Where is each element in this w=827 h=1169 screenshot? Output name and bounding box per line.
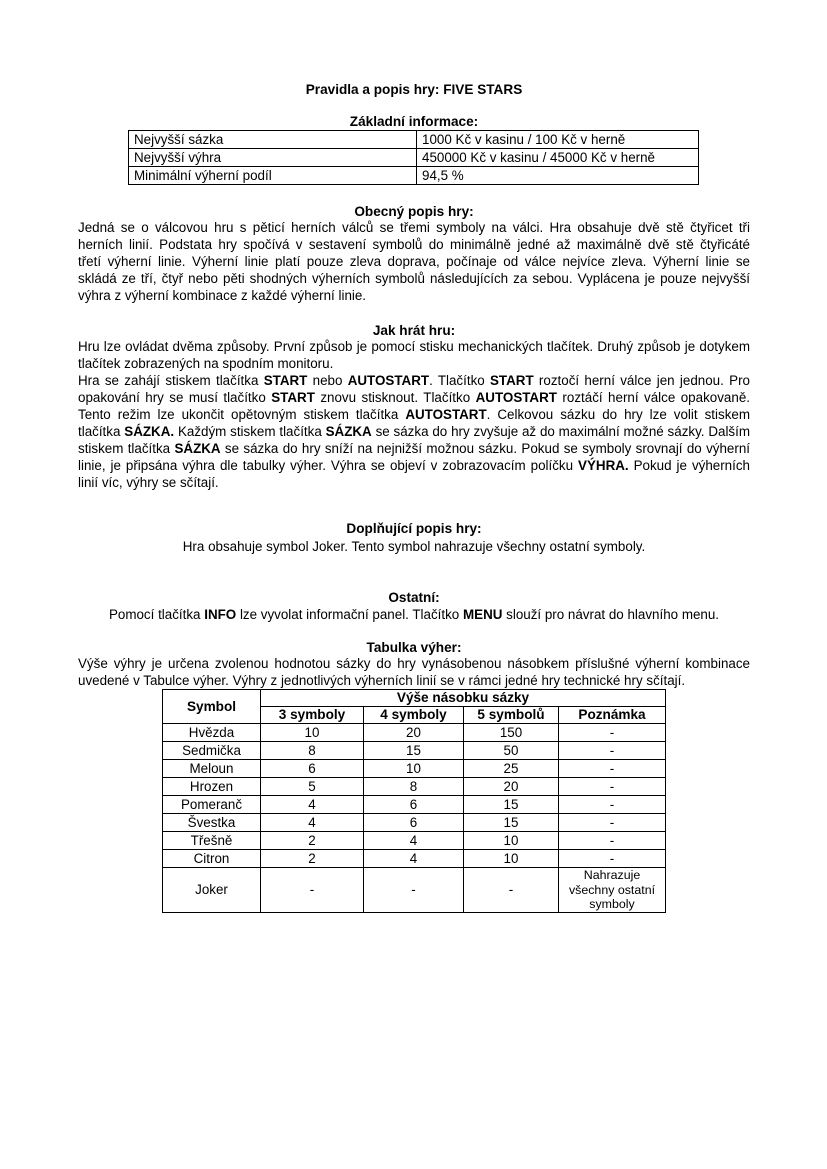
cell: 15 bbox=[464, 796, 559, 814]
cell: - bbox=[559, 742, 666, 760]
text-run: Každým stiskem tlačítka bbox=[174, 424, 326, 439]
sazka-button-label: SÁZKA bbox=[325, 424, 372, 439]
table-row bbox=[129, 149, 699, 167]
cell: 5 bbox=[261, 778, 364, 796]
symbol-name: Hrozen bbox=[163, 778, 261, 796]
start-button-label: START bbox=[490, 373, 534, 388]
cell: - bbox=[464, 868, 559, 913]
how-to-play-heading: Jak hrát hru: bbox=[372, 323, 456, 338]
text-run: slouží pro návrat do hlavního menu. bbox=[502, 607, 720, 622]
table-row bbox=[163, 760, 666, 778]
column-header-symbol: Symbol bbox=[163, 690, 261, 724]
cell: 4 bbox=[261, 796, 364, 814]
info-button-label: INFO bbox=[204, 607, 237, 622]
joker-note bbox=[559, 868, 666, 913]
cell: 2 bbox=[261, 832, 364, 850]
text-run: tlačítka bbox=[78, 424, 125, 439]
cell: 15 bbox=[464, 814, 559, 832]
paytable-intro bbox=[78, 655, 750, 689]
text-line bbox=[78, 440, 750, 457]
text-line bbox=[78, 372, 750, 389]
text-run: roztáčí herní válce opakovaně. bbox=[556, 390, 750, 405]
cell: - bbox=[559, 760, 666, 778]
column-header: 3 symboly bbox=[261, 707, 364, 724]
vyhra-field-label: VÝHRA. bbox=[578, 458, 629, 473]
table-row bbox=[163, 742, 666, 760]
sazka-button-label: SÁZKA. bbox=[124, 424, 175, 439]
text-line: skládá ze tří, čtyř nebo pěti shodných výherních symbolů následujících za sebou. Vyplácena je pouze nejvyšší bbox=[78, 271, 750, 286]
how-to-play-text bbox=[78, 338, 750, 491]
supplementary-text: Hra obsahuje symbol Joker. Tento symbol nahrazuje všechny ostatní symboly. bbox=[182, 539, 646, 554]
cell: - bbox=[261, 868, 364, 913]
supplementary-heading: Doplňující popis hry: bbox=[346, 521, 482, 536]
general-description-text bbox=[78, 219, 750, 304]
start-button-label: START bbox=[271, 390, 315, 405]
table-row bbox=[163, 724, 666, 742]
cell: 8 bbox=[261, 742, 364, 760]
info-value: 1000 Kč v kasinu / 100 Kč v herně bbox=[417, 131, 699, 149]
cell: 150 bbox=[464, 724, 559, 742]
cell: 15 bbox=[364, 742, 464, 760]
text-line: Hru lze ovládat dvěma způsoby. První způsob je pomocí stisku mechanických tlačítek. Druhý způsob je dotykem bbox=[78, 339, 750, 354]
cell: 4 bbox=[261, 814, 364, 832]
cell: 6 bbox=[261, 760, 364, 778]
info-label: Minimální výherní podíl bbox=[129, 167, 417, 185]
text-run: se sázka do hry zvyšuje až do maximální možné sázky. Dalším bbox=[371, 424, 750, 439]
text-line bbox=[78, 423, 750, 440]
cell: 10 bbox=[261, 724, 364, 742]
note-line: Nahrazuje bbox=[583, 868, 641, 883]
cell: 50 bbox=[464, 742, 559, 760]
text-run: se sázka do hry sníží na nejnižší možnou sázku. Pokud se symboly srovnají do výherní bbox=[220, 441, 750, 456]
cell: - bbox=[559, 724, 666, 742]
autostart-button-label: AUTOSTART bbox=[405, 407, 487, 422]
autostart-button-label: AUTOSTART bbox=[475, 390, 557, 405]
cell: 8 bbox=[364, 778, 464, 796]
other-heading: Ostatní: bbox=[388, 590, 440, 605]
text-run: stiskem tlačítka bbox=[78, 441, 175, 456]
text-line: Jedná se o válcovou hru s pěticí herních válců se třemi symboly na válci. Hra obsahuje dvě stě čtyřicet tři bbox=[78, 220, 750, 235]
text-line bbox=[78, 457, 750, 474]
cell: - bbox=[559, 832, 666, 850]
cell: 4 bbox=[364, 832, 464, 850]
symbol-name: Třešně bbox=[163, 832, 261, 850]
cell: 20 bbox=[464, 778, 559, 796]
start-button-label: START bbox=[263, 373, 308, 388]
text-run: opakování hry se musí tlačítko bbox=[78, 390, 272, 405]
paytable-heading: Tabulka výher: bbox=[366, 640, 462, 655]
text-line: tlačítek zobrazených na spodním monitoru. bbox=[78, 356, 334, 371]
note-line: symboly bbox=[589, 897, 635, 912]
info-label: Nejvyšší výhra bbox=[129, 149, 417, 167]
cell: 10 bbox=[464, 832, 559, 850]
cell: 25 bbox=[464, 760, 559, 778]
table-row bbox=[163, 796, 666, 814]
text-line bbox=[78, 389, 750, 406]
general-description-heading: Obecný popis hry: bbox=[354, 204, 474, 219]
symbol-name: Pomeranč bbox=[163, 796, 261, 814]
text-run: Tento režim lze ukončit opětovným stiskem tlačítka bbox=[78, 407, 406, 422]
text-run: Hra se zahájí stiskem tlačítka bbox=[78, 373, 264, 388]
table-row bbox=[163, 814, 666, 832]
document-title: Pravidla a popis hry: FIVE STARS bbox=[305, 82, 523, 97]
cell: - bbox=[364, 868, 464, 913]
column-header: 5 symbolů bbox=[464, 707, 559, 724]
cell: - bbox=[559, 850, 666, 868]
text-line: linií víc, výhry se sčítají. bbox=[78, 475, 219, 490]
cell: 6 bbox=[364, 814, 464, 832]
text-run: roztočí herní válce jen jednou. Pro bbox=[533, 373, 750, 388]
text-run: Pokud je výherních bbox=[628, 458, 750, 473]
basic-info-table bbox=[128, 130, 699, 185]
text-line: herních linií. Podstata hry spočívá v sestavení symbolů do minimálně jedné až maximálně dvě stě čtyřicáté bbox=[78, 237, 750, 252]
autostart-button-label: AUTOSTART bbox=[347, 373, 430, 388]
cell: 4 bbox=[364, 850, 464, 868]
menu-button-label: MENU bbox=[462, 607, 503, 622]
info-value: 450000 Kč v kasinu / 45000 Kč v herně bbox=[417, 149, 699, 167]
cell: 2 bbox=[261, 850, 364, 868]
sazka-button-label: SÁZKA bbox=[174, 441, 221, 456]
text-run: linie, je připsána výhra dle tabulky výher. Výhra se objeví v zobrazovacím políčku bbox=[78, 458, 579, 473]
info-value: 94,5 % bbox=[417, 167, 699, 185]
cell: - bbox=[559, 796, 666, 814]
column-group-header: Výše násobku sázky bbox=[261, 690, 666, 707]
table-row bbox=[129, 131, 699, 149]
table-row bbox=[163, 832, 666, 850]
table-row bbox=[163, 868, 666, 913]
text-line: výhra z výherní kombinace z každé výherní linie. bbox=[78, 288, 367, 303]
text-line: Výše výhry je určena zvolenou hodnotou sázky do hry vynásobenou násobkem příslušné výherní kombinace bbox=[78, 656, 750, 671]
text-line: třetí výherní linie. Výherní linie platí pouze zleva doprava, počínaje od válce nejvíce zleva. Výherní linie se bbox=[78, 254, 750, 269]
symbol-name: Joker bbox=[163, 868, 261, 913]
text-run: nebo bbox=[307, 373, 348, 388]
text-line bbox=[78, 406, 750, 423]
basic-info-heading: Základní informace: bbox=[349, 114, 479, 129]
symbol-name: Citron bbox=[163, 850, 261, 868]
cell: 10 bbox=[364, 760, 464, 778]
table-row bbox=[129, 167, 699, 185]
text-run: . Celkovou sázku do hry lze volit stiskem bbox=[486, 407, 750, 422]
text-run: lze vyvolat informační panel. Tlačítko bbox=[236, 607, 463, 622]
cell: 20 bbox=[364, 724, 464, 742]
other-text bbox=[78, 606, 750, 623]
column-header: Poznámka bbox=[559, 707, 666, 724]
text-run: znovu stisknout. Tlačítko bbox=[314, 390, 476, 405]
table-row bbox=[163, 778, 666, 796]
symbol-name: Švestka bbox=[163, 814, 261, 832]
table-row bbox=[163, 850, 666, 868]
column-header: 4 symboly bbox=[364, 707, 464, 724]
symbol-name: Meloun bbox=[163, 760, 261, 778]
paytable bbox=[162, 689, 666, 913]
text-run: Pomocí tlačítka bbox=[108, 607, 205, 622]
cell: - bbox=[559, 814, 666, 832]
table-header-row bbox=[163, 690, 666, 707]
text-line: uvedené v Tabulce výher. Výhry z jednotlivých výherních linií se v rámci jedné hry technické hry sčítají. bbox=[78, 673, 686, 688]
text-run: . Tlačítko bbox=[429, 373, 490, 388]
symbol-name: Hvězda bbox=[163, 724, 261, 742]
note-line: všechny ostatní bbox=[568, 882, 656, 897]
symbol-name: Sedmička bbox=[163, 742, 261, 760]
cell: 6 bbox=[364, 796, 464, 814]
cell: 10 bbox=[464, 850, 559, 868]
info-label: Nejvyšší sázka bbox=[129, 131, 417, 149]
cell: - bbox=[559, 778, 666, 796]
